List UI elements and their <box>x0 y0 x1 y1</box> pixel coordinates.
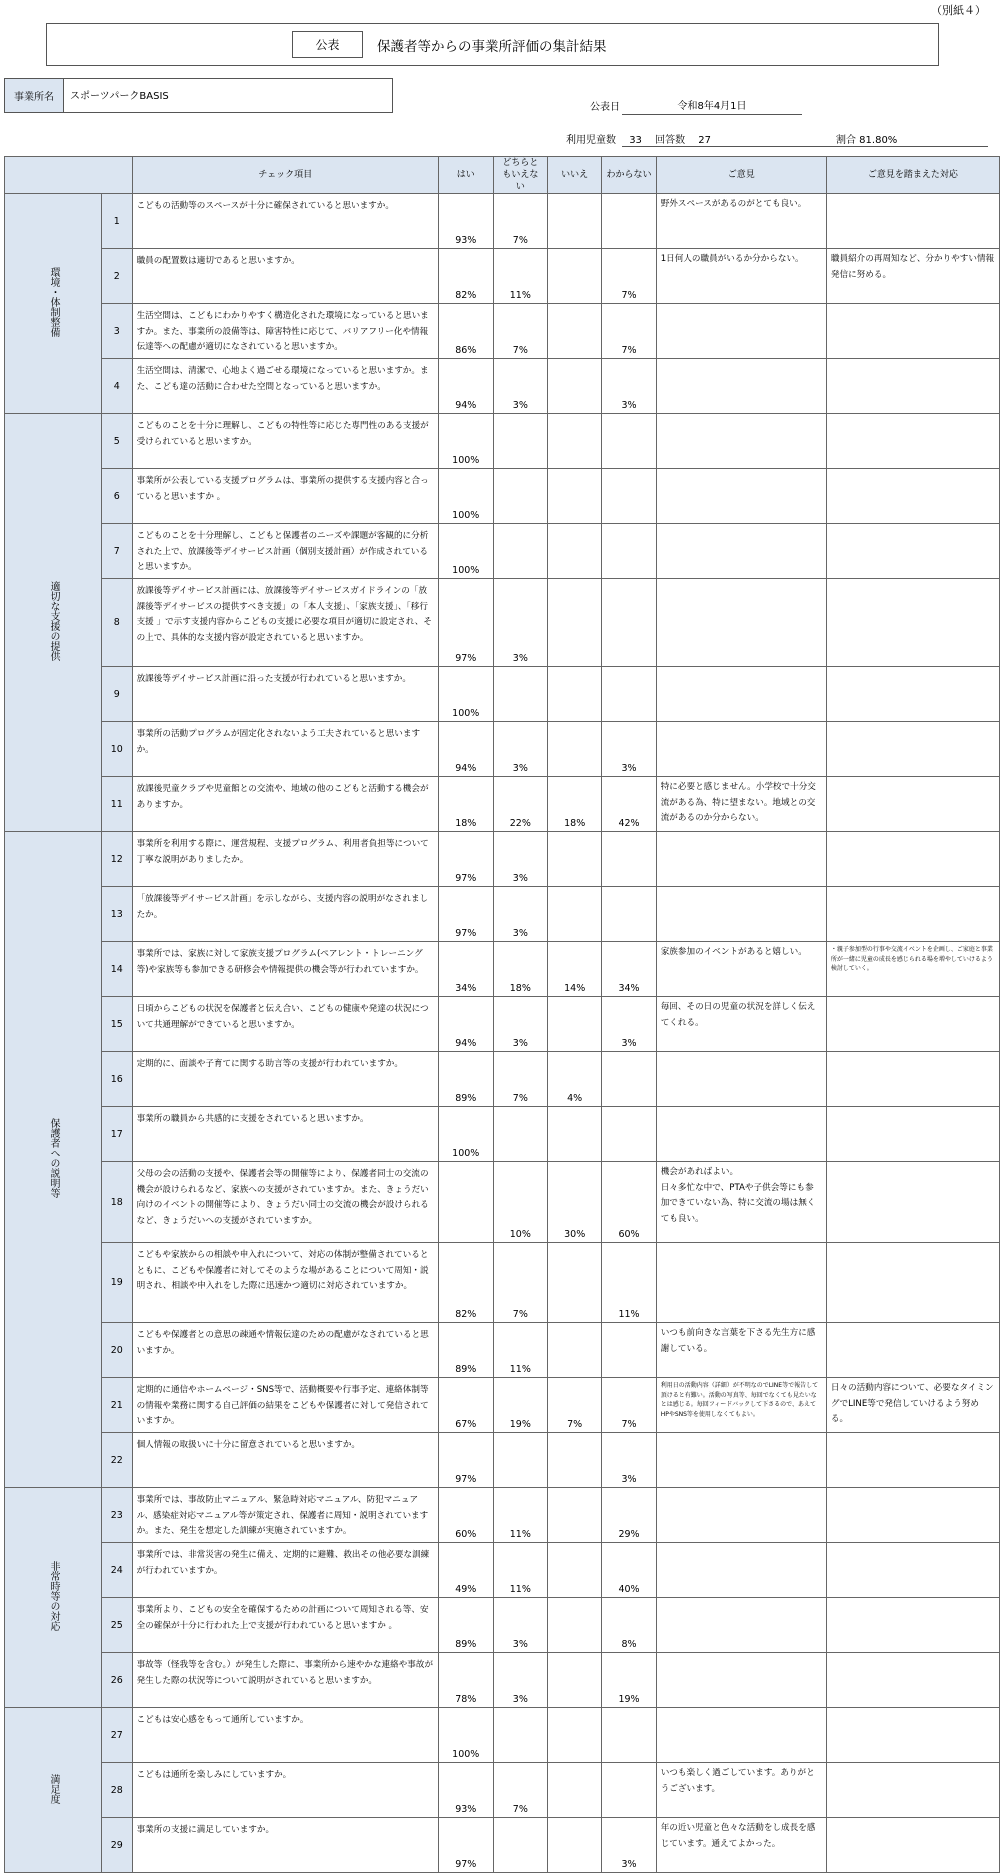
pct-no <box>548 1543 602 1598</box>
opinion-text: 1日何人の職員がいるか分からない。 <box>656 249 826 304</box>
table-row <box>5 1818 1000 1873</box>
publication-date-label: 公表日 <box>590 102 620 113</box>
pct-yes: 82% <box>438 1243 493 1323</box>
check-item-text: 「放課後等デイサービス計画」を示しながら、支援内容の説明がなされましたか。 <box>132 887 438 942</box>
opinion-text <box>656 1708 826 1763</box>
response-text <box>826 887 999 942</box>
item-number: 23 <box>102 1488 133 1543</box>
check-item-text: 放課後児童クラブや児童館との交流や、地域の他のこどもと活動する機会がありますか。 <box>132 777 438 832</box>
opinion-text <box>656 667 826 722</box>
item-number: 27 <box>102 1708 133 1763</box>
opinion-text: 機会があればよい。 日々多忙な中で、PTAや子供会等にも参加できていない為、特に交流の場は無くても良い。 <box>656 1162 826 1243</box>
pct-neither: 11% <box>493 249 547 304</box>
check-item-text: 職員の配置数は適切であると思いますか。 <box>132 249 438 304</box>
pct-no <box>548 1243 602 1323</box>
response-text <box>826 997 999 1052</box>
opinion-text: 年の近い児童と色々な活動をし成長を感じています。通えてよかった。 <box>656 1818 826 1873</box>
pct-yes: 18% <box>438 777 493 832</box>
pct-yes: 67% <box>438 1378 493 1433</box>
pct-no <box>548 359 602 414</box>
pct-yes: 60% <box>438 1488 493 1543</box>
table-row <box>5 1052 1000 1107</box>
item-number: 22 <box>102 1433 133 1488</box>
check-item-text: こどもや保護者との意思の疎通や情報伝達のための配慮がなされていると思いますか。 <box>132 1323 438 1378</box>
response-text <box>826 1708 999 1763</box>
pct-yes: 97% <box>438 1433 493 1488</box>
table-row <box>5 469 1000 524</box>
opinion-text <box>656 414 826 469</box>
pct-unknown: 7% <box>602 304 656 359</box>
check-item-text: 事業所より、こどもの安全を確保するための計画について周知される等、安全の確保が十分に行われた上で支援が行われていると思いますか 。 <box>132 1598 438 1653</box>
response-text <box>826 1162 999 1243</box>
header-no: いいえ <box>548 157 602 194</box>
pct-no <box>548 414 602 469</box>
response-text: 職員紹介の再周知など、分かりやすい情報発信に努める。 <box>826 249 999 304</box>
pct-yes: 100% <box>438 414 493 469</box>
answers-count: 27 <box>698 135 712 146</box>
opinion-text <box>656 304 826 359</box>
pct-no <box>548 997 602 1052</box>
category-cell <box>5 1708 102 1873</box>
pct-yes: 94% <box>438 722 493 777</box>
table-row <box>5 942 1000 997</box>
opinion-text <box>656 722 826 777</box>
table-body <box>5 194 1000 1873</box>
pct-unknown <box>602 1107 656 1162</box>
pct-no <box>548 667 602 722</box>
pct-neither <box>493 1818 547 1873</box>
opinion-text: いつも前向きな言葉を下さる先生方に感謝している。 <box>656 1323 826 1378</box>
item-number: 18 <box>102 1162 133 1243</box>
pct-no: 4% <box>548 1052 602 1107</box>
pct-unknown: 29% <box>602 1488 656 1543</box>
opinion-text: いつも楽しく過ごしています。ありがとうございます。 <box>656 1763 826 1818</box>
evaluation-table <box>4 156 1000 1873</box>
opinion-text <box>656 1243 826 1323</box>
item-number: 17 <box>102 1107 133 1162</box>
pct-unknown <box>602 194 656 249</box>
pct-unknown <box>602 1323 656 1378</box>
response-text <box>826 1323 999 1378</box>
pct-neither: 7% <box>493 194 547 249</box>
check-item-text: 生活空間は、こどもにわかりやすく構造化された環境になっていると思いますか。また、事業所の設備等は、障害特性に応じて、バリアフリー化や情報伝達等への配慮が適切になされていると思いますか。 <box>132 304 438 359</box>
opinion-text <box>656 1543 826 1598</box>
opinion-text <box>656 1598 826 1653</box>
pct-yes <box>438 1162 493 1243</box>
header-opinion: ご意見 <box>656 157 826 194</box>
children-label: 利用児童数 <box>566 135 616 146</box>
pct-no <box>548 1433 602 1488</box>
pct-neither: 11% <box>493 1543 547 1598</box>
pct-neither: 19% <box>493 1378 547 1433</box>
item-number: 5 <box>102 414 133 469</box>
pct-yes: 100% <box>438 1708 493 1763</box>
item-number: 8 <box>102 579 133 667</box>
publication-date: 令和8年4月1日 <box>622 97 802 115</box>
pct-unknown <box>602 1763 656 1818</box>
check-item-text: こどものことを十分に理解し、こどもの特性等に応じた専門性のある支援が受けられていると思いますか。 <box>132 414 438 469</box>
pct-unknown: 11% <box>602 1243 656 1323</box>
pct-no <box>548 1323 602 1378</box>
pct-neither: 7% <box>493 1763 547 1818</box>
office-name-box <box>4 78 393 113</box>
pct-no <box>548 469 602 524</box>
item-number: 7 <box>102 524 133 579</box>
table-row <box>5 1323 1000 1378</box>
pct-yes: 97% <box>438 887 493 942</box>
item-number: 29 <box>102 1818 133 1873</box>
check-item-text: こどもや家族からの相談や申入れについて、対応の体制が整備されているとともに、こどもや保護者に対してそのような場があることについて周知・説明され、相談や申入れをした際に迅速かつ適切に対応されていますか。 <box>132 1243 438 1323</box>
category-cell <box>5 1488 102 1708</box>
pct-no: 30% <box>548 1162 602 1243</box>
check-item-text: こどもは安心感をもって通所していますか。 <box>132 1708 438 1763</box>
table-row <box>5 1243 1000 1323</box>
table-row <box>5 304 1000 359</box>
pct-unknown <box>602 579 656 667</box>
pct-neither: 7% <box>493 1052 547 1107</box>
header-blank <box>5 157 133 194</box>
item-number: 6 <box>102 469 133 524</box>
pct-yes: 97% <box>438 832 493 887</box>
response-text <box>826 194 999 249</box>
pct-unknown: 8% <box>602 1598 656 1653</box>
opinion-text <box>656 832 826 887</box>
response-text: 日々の活動内容について、必要なタイミングでLINE等で発信していけるよう努める。 <box>826 1378 999 1433</box>
check-item-text: 事業所の活動プログラムが固定化されないよう工夫されていると思いますか。 <box>132 722 438 777</box>
header-neither: どちらともいえない <box>493 157 547 194</box>
children-count: 33 <box>629 135 642 146</box>
opinion-text <box>656 1653 826 1708</box>
table-row <box>5 1433 1000 1488</box>
opinion-text <box>656 887 826 942</box>
pct-no: 7% <box>548 1378 602 1433</box>
opinion-text: 野外スペースがあるのがとても良い。 <box>656 194 826 249</box>
category-label: 環境・体制整備 <box>48 267 59 337</box>
check-item-text: こどもは通所を楽しみにしていますか。 <box>132 1763 438 1818</box>
check-item-text: 事業所が公表している支援プログラムは、事業所の提供する支援内容と合っていると思いますか 。 <box>132 469 438 524</box>
table-row <box>5 249 1000 304</box>
table-row <box>5 1488 1000 1543</box>
check-item-text: 放課後等デイサービス計画に沿った支援が行われていると思いますか。 <box>132 667 438 722</box>
category-cell <box>5 832 102 1488</box>
pct-unknown <box>602 469 656 524</box>
header-response: ご意見を踏まえた対応 <box>826 157 999 194</box>
item-number: 13 <box>102 887 133 942</box>
pct-unknown: 42% <box>602 777 656 832</box>
table-row <box>5 1107 1000 1162</box>
table-row <box>5 1653 1000 1708</box>
response-text <box>826 1598 999 1653</box>
pct-unknown: 3% <box>602 1818 656 1873</box>
pct-no <box>548 249 602 304</box>
pct-yes: 93% <box>438 1763 493 1818</box>
table-row <box>5 579 1000 667</box>
check-item-text: 定期的に、面談や子育てに関する助言等の支援が行われていますか。 <box>132 1052 438 1107</box>
item-number: 26 <box>102 1653 133 1708</box>
pct-unknown: 3% <box>602 722 656 777</box>
table-row <box>5 887 1000 942</box>
table-row <box>5 1162 1000 1243</box>
pct-neither <box>493 1433 547 1488</box>
item-number: 2 <box>102 249 133 304</box>
category-cell <box>5 414 102 832</box>
table-row <box>5 1598 1000 1653</box>
answers-label: 回答数 <box>655 135 686 146</box>
item-number: 20 <box>102 1323 133 1378</box>
item-number: 25 <box>102 1598 133 1653</box>
item-number: 12 <box>102 832 133 887</box>
pct-neither: 11% <box>493 1323 547 1378</box>
table-row <box>5 1378 1000 1433</box>
response-text <box>826 1543 999 1598</box>
pct-yes: 100% <box>438 524 493 579</box>
response-text <box>826 1653 999 1708</box>
response-text <box>826 1763 999 1818</box>
response-text <box>826 579 999 667</box>
pct-no <box>548 1107 602 1162</box>
pct-neither: 10% <box>493 1162 547 1243</box>
opinion-text: 特に必要と感じません。小学校で十分交流がある為、特に望まない。地域との交流があるのか分からない。 <box>656 777 826 832</box>
opinion-text <box>656 1107 826 1162</box>
check-item-text: 事業所では、家族に対して家族支援プログラム(ペアレント・トレーニング等)や家族等も参加できる研修会や情報提供の機会等が行われていますか。 <box>132 942 438 997</box>
item-number: 15 <box>102 997 133 1052</box>
pct-unknown <box>602 832 656 887</box>
response-text <box>826 1433 999 1488</box>
pct-neither: 7% <box>493 1243 547 1323</box>
pct-yes: 82% <box>438 249 493 304</box>
item-number: 19 <box>102 1243 133 1323</box>
respondent-counts <box>566 131 715 146</box>
response-text <box>826 1488 999 1543</box>
table-row <box>5 667 1000 722</box>
check-item-text: 事業所を利用する際に、運営規程、支援プログラム、利用者負担等について丁寧な説明がありましたか。 <box>132 832 438 887</box>
office-name: スポーツパークBASIS <box>70 91 169 102</box>
pct-unknown: 3% <box>602 359 656 414</box>
response-text <box>826 1243 999 1323</box>
response-text <box>826 1052 999 1107</box>
table-row <box>5 414 1000 469</box>
pct-neither: 3% <box>493 1653 547 1708</box>
header-yes: はい <box>438 157 493 194</box>
item-number: 1 <box>102 194 133 249</box>
header-unknown: わからない <box>602 157 656 194</box>
pct-neither <box>493 524 547 579</box>
opinion-text <box>656 524 826 579</box>
response-text <box>826 1107 999 1162</box>
table-row <box>5 1708 1000 1763</box>
table-row <box>5 194 1000 249</box>
opinion-text <box>656 1488 826 1543</box>
item-number: 14 <box>102 942 133 997</box>
pct-neither: 3% <box>493 722 547 777</box>
pct-neither: 3% <box>493 359 547 414</box>
pct-no <box>548 1763 602 1818</box>
table-row <box>5 1763 1000 1818</box>
response-text <box>826 524 999 579</box>
check-item-text: 事故等（怪我等を含む。）が発生した際に、事業所から速やかな連絡や事故が発生した際の状況等について説明がされていると思いますか。 <box>132 1653 438 1708</box>
opinion-text <box>656 359 826 414</box>
pct-no <box>548 1653 602 1708</box>
opinion-text: 毎回、その日の児童の状況を詳しく伝えてくれる。 <box>656 997 826 1052</box>
table-row <box>5 997 1000 1052</box>
pct-yes: 49% <box>438 1543 493 1598</box>
pct-neither <box>493 1107 547 1162</box>
response-text <box>826 1818 999 1873</box>
pct-neither: 3% <box>493 997 547 1052</box>
response-text <box>826 469 999 524</box>
table-row <box>5 1543 1000 1598</box>
pct-neither: 7% <box>493 304 547 359</box>
pct-neither: 3% <box>493 1598 547 1653</box>
pct-yes: 94% <box>438 997 493 1052</box>
pct-no <box>548 1708 602 1763</box>
table-row <box>5 722 1000 777</box>
page-title: 保護者等からの事業所評価の集計結果 <box>377 39 607 55</box>
pct-yes: 94% <box>438 359 493 414</box>
pct-neither: 11% <box>493 1488 547 1543</box>
pct-unknown <box>602 887 656 942</box>
pct-unknown <box>602 524 656 579</box>
pct-neither <box>493 469 547 524</box>
item-number: 24 <box>102 1543 133 1598</box>
check-item-text: こどものことを十分理解し、こどもと保護者のニーズや課題が客観的に分析された上で、放課後等デイサービス計画（個別支援計画）が作成されていると思いますか。 <box>132 524 438 579</box>
pct-yes: 86% <box>438 304 493 359</box>
pct-yes: 89% <box>438 1052 493 1107</box>
pct-unknown: 3% <box>602 997 656 1052</box>
pct-neither: 3% <box>493 887 547 942</box>
pct-yes: 100% <box>438 1107 493 1162</box>
response-text: ・親子参加型の行事や交流イベントを企画し、ご家庭と事業所が一緒に児童の成長を感じられる場を増やしていけるよう検討していく。 <box>826 942 999 997</box>
pct-no <box>548 524 602 579</box>
pct-no: 14% <box>548 942 602 997</box>
pct-neither <box>493 667 547 722</box>
table-row <box>5 359 1000 414</box>
check-item-text: 放課後等デイサービス計画には、放課後等デイサービスガイドラインの「放課後等デイサービスの提供すべき支援」の「本人支援」、「家族支援」、「移行支援 」で示す支援内容からこどもの支援に必要な項目が適切に設定され、その上で、具体的な支援内容が設定されていると思いますか。 <box>132 579 438 667</box>
office-label: 事業所名 <box>5 79 64 112</box>
header-check: チェック項目 <box>132 157 438 194</box>
pct-neither: 3% <box>493 832 547 887</box>
pct-unknown <box>602 1708 656 1763</box>
pct-no <box>548 887 602 942</box>
pct-unknown: 7% <box>602 249 656 304</box>
check-item-text: 定期的に通信やホームページ・SNS等で、活動概要や行事予定、連絡体制等の情報や業務に関する自己評価の結果をこどもや保護者に対して発信されていますか。 <box>132 1378 438 1433</box>
pct-unknown <box>602 414 656 469</box>
response-text <box>826 832 999 887</box>
response-ratio: 割合 81.80% <box>836 135 898 146</box>
check-item-text: 事業所では、非常災害の発生に備え、定期的に避難、救出その他必要な訓練が行われていますか。 <box>132 1543 438 1598</box>
pct-unknown: 3% <box>602 1433 656 1488</box>
pct-no <box>548 194 602 249</box>
pct-unknown <box>602 1052 656 1107</box>
opinion-text <box>656 1433 826 1488</box>
check-item-text: 事業所の職員から共感的に支援をされていると思いますか。 <box>132 1107 438 1162</box>
counts-underline <box>622 146 988 147</box>
pct-no <box>548 1488 602 1543</box>
check-item-text: 生活空間は、清潔で、心地よく過ごせる環境になっていると思いますか。また、こども達の活動に合わせた空間となっていると思いますか。 <box>132 359 438 414</box>
pct-neither <box>493 1708 547 1763</box>
category-label: 適切な支援の提供 <box>48 581 59 661</box>
response-text <box>826 359 999 414</box>
pct-no <box>548 722 602 777</box>
pct-yes: 34% <box>438 942 493 997</box>
pct-unknown: 34% <box>602 942 656 997</box>
annex-label: （別紙４） <box>931 4 986 17</box>
check-item-text: 個人情報の取扱いに十分に留意されていると思いますか。 <box>132 1433 438 1488</box>
pct-unknown <box>602 667 656 722</box>
table-row <box>5 524 1000 579</box>
pct-yes: 100% <box>438 667 493 722</box>
check-item-text: 事業所では、事故防止マニュアル、緊急時対応マニュアル、防犯マニュアル、感染症対応マニュアル等が策定され、保護者に周知・説明されていますか。また、発生を想定した訓練が実施されていますか。 <box>132 1488 438 1543</box>
pct-no <box>548 304 602 359</box>
pct-no <box>548 1598 602 1653</box>
pct-unknown: 19% <box>602 1653 656 1708</box>
item-number: 9 <box>102 667 133 722</box>
pct-no <box>548 579 602 667</box>
pct-neither: 22% <box>493 777 547 832</box>
opinion-text <box>656 469 826 524</box>
response-text <box>826 667 999 722</box>
opinion-text <box>656 1052 826 1107</box>
pct-unknown: 40% <box>602 1543 656 1598</box>
item-number: 4 <box>102 359 133 414</box>
pct-yes: 93% <box>438 194 493 249</box>
check-item-text: こどもの活動等のスペースが十分に確保されていると思いますか。 <box>132 194 438 249</box>
item-number: 16 <box>102 1052 133 1107</box>
check-item-text: 父母の会の活動の支援や、保護者会等の開催等により、保護者同士の交流の機会が設けられるなど、家族への支援がされていますか。また、きょうだい向けのイベントの開催等により、きょうだい同士の交流の機会が設けられるなど、きょうだいへの支援がされていますか。 <box>132 1162 438 1243</box>
pct-yes: 78% <box>438 1653 493 1708</box>
item-number: 11 <box>102 777 133 832</box>
pct-yes: 97% <box>438 1818 493 1873</box>
pct-unknown: 60% <box>602 1162 656 1243</box>
pct-yes: 89% <box>438 1598 493 1653</box>
opinion-text: 家族参加のイベントがあると嬉しい。 <box>656 942 826 997</box>
category-label: 満足度 <box>48 1773 59 1804</box>
title-box <box>46 23 939 66</box>
pct-yes: 100% <box>438 469 493 524</box>
response-text <box>826 722 999 777</box>
pct-yes: 97% <box>438 579 493 667</box>
response-text <box>826 777 999 832</box>
item-number: 21 <box>102 1378 133 1433</box>
category-label: 保護者への説明等 <box>48 1118 59 1198</box>
pct-no <box>548 1818 602 1873</box>
item-number: 28 <box>102 1763 133 1818</box>
pct-no: 18% <box>548 777 602 832</box>
item-number: 3 <box>102 304 133 359</box>
item-number: 10 <box>102 722 133 777</box>
check-item-text: 日頃からこどもの状況を保護者と伝え合い、こどもの健康や発達の状況について共通理解ができていると思いますか。 <box>132 997 438 1052</box>
publication-badge: 公表 <box>292 31 363 58</box>
check-item-text: 事業所の支援に満足していますか。 <box>132 1818 438 1873</box>
category-label: 非常時等の対応 <box>48 1561 59 1631</box>
table-header-row <box>5 157 1000 194</box>
pct-neither <box>493 414 547 469</box>
pct-neither: 18% <box>493 942 547 997</box>
pct-no <box>548 832 602 887</box>
table-row <box>5 832 1000 887</box>
pct-neither: 3% <box>493 579 547 667</box>
table-row <box>5 777 1000 832</box>
category-cell <box>5 194 102 414</box>
response-text <box>826 414 999 469</box>
opinion-text <box>656 579 826 667</box>
pct-unknown: 7% <box>602 1378 656 1433</box>
opinion-text: 利用日の活動内容（詳細）が不明なのでLINE等で報告して頂けると有難い。活動の写真等、毎回でなくても見たいなとは感じる。毎回フィードバックして下さるので、あえてHPやSNS等を使用しなくてもよい。 <box>656 1378 826 1433</box>
response-text <box>826 304 999 359</box>
pct-yes: 89% <box>438 1323 493 1378</box>
